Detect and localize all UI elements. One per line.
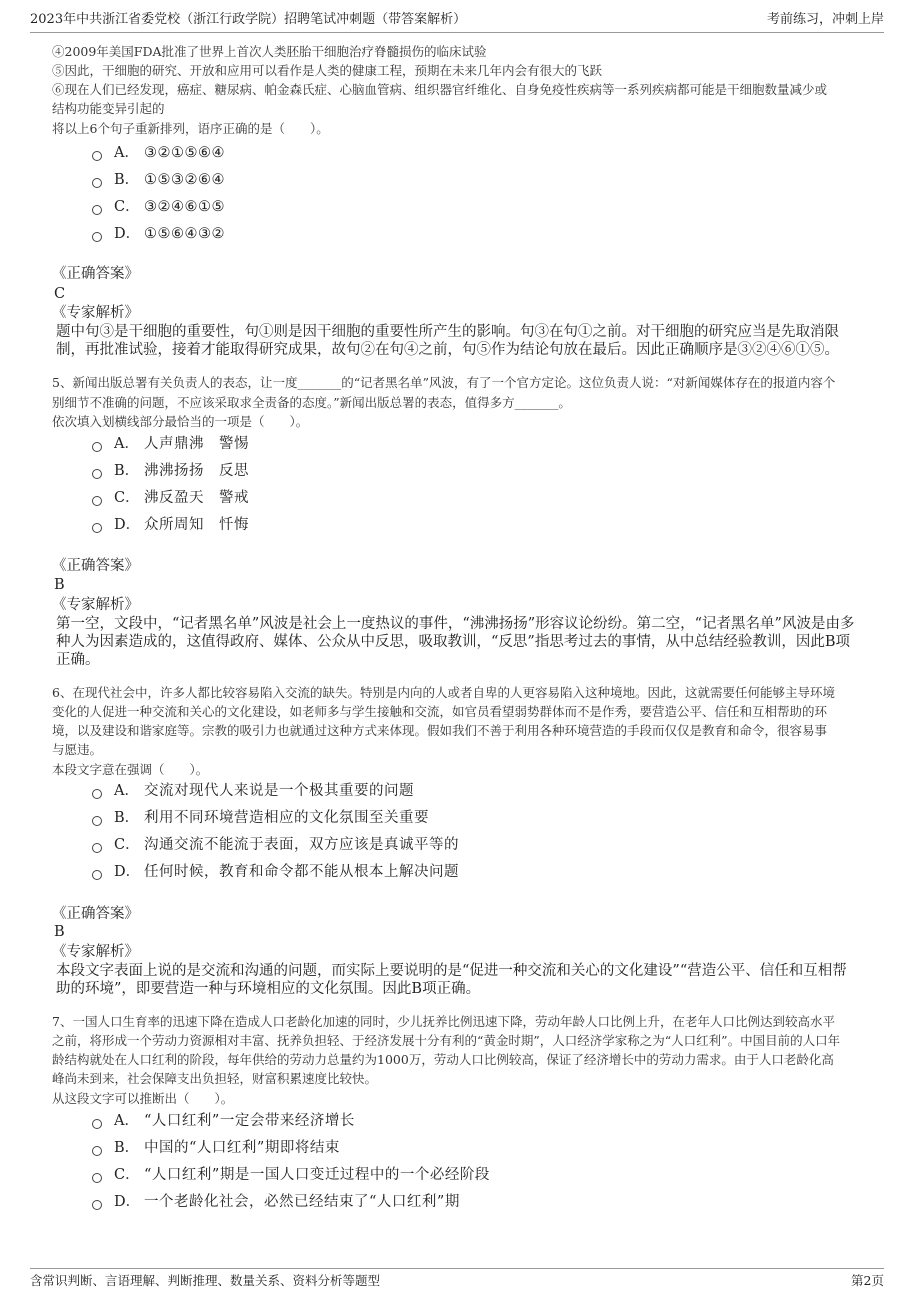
q7-option-d[interactable]: D． 一个老龄化社会，必然已经结束了“人口红利”期 [92, 1190, 460, 1214]
q4-option-a[interactable]: A． ③②①⑤⑥④ [92, 141, 225, 165]
q6-stem-cont: 变化的人促进一种交流和关心的文化建设，如老师多与学生接触和交流，如官员看望弱势群体而不是作秀，要营造公平、信任和互相帮助的环 [52, 704, 828, 719]
q6-answer-label: 《正确答案》 [52, 906, 139, 922]
q4-option-c[interactable]: C． ③②④⑥①⑤ [92, 195, 225, 219]
q6-option-d[interactable]: D． 任何时候，教育和命令都不能从根本上解决问题 [92, 860, 459, 884]
q5-option-d[interactable]: D． 众所周知 忏悔 [92, 513, 249, 537]
q7-stem-cont: 龄结构就处在人口红利的阶段，每年供给的劳动力总量约为1000万，劳动人口比例较高，保证了经济增长中的劳动力需求。由于人口老龄化高 [52, 1052, 834, 1067]
q5-answer: B [54, 577, 65, 593]
radio-button-icon[interactable] [92, 151, 102, 161]
q4-option-b[interactable]: B． ①⑤③②⑥④ [92, 168, 225, 192]
q4-answer: C [54, 286, 66, 302]
radio-button-icon[interactable] [92, 870, 102, 880]
radio-button-icon[interactable] [92, 496, 102, 506]
q5-option-b[interactable]: B． 沸沸扬扬 反思 [92, 459, 249, 483]
q7-option-b[interactable]: B． 中国的“人口红利”期即将结束 [92, 1136, 340, 1160]
radio-button-icon[interactable] [92, 1119, 102, 1129]
q7-stem: 7、一国人口生育率的迅速下降在造成人口老龄化加速的同时，少儿抚养比例迅速下降，劳动年龄人口比例上升，在老年人口比例达到较高水平 [52, 1014, 835, 1029]
q5-stem: 5、新闻出版总署有关负责人的表态，让一度_______的“记者黑名单”风波，有了一个官方定论。这位负责人说：“对新闻媒体存在的报道内容个 [52, 375, 836, 390]
q7-prompt: 从这段文字可以推断出（ ）。 [52, 1091, 234, 1106]
q5-option-c[interactable]: C． 沸反盈天 警戒 [92, 486, 249, 510]
q4-prompt: 将以上6个句子重新排列，语序正确的是（ ）。 [52, 121, 329, 136]
q6-option-c[interactable]: C． 沟通交流不能流于表面，双方应该是真诚平等的 [92, 833, 459, 857]
q6-stem-cont: 与愿违。 [52, 742, 103, 757]
radio-button-icon[interactable] [92, 469, 102, 479]
q6-analysis-line: 助的环境”，即要营造一种与环境相应的文化氛围。因此B项正确。 [56, 981, 481, 997]
q5-analysis-line: 种人为因素造成的，这值得政府、媒体、公众从中反思，吸取教训，“反思”指思考过去的事情，从中总结经验教训，因此B项 [56, 634, 850, 650]
q4-sentence-4: ④2009年美国FDA批准了世界上首次人类胚胎干细胞治疗脊髓损伤的临床试验 [52, 44, 487, 59]
q7-option-a[interactable]: A． “人口红利”一定会带来经济增长 [92, 1109, 355, 1133]
q5-analysis-line: 正确。 [56, 652, 100, 668]
radio-button-icon[interactable] [92, 1200, 102, 1210]
q5-option-a[interactable]: A． 人声鼎沸 警惕 [92, 432, 249, 456]
q5-analysis-line: 第一空，文段中，“记者黑名单”风波是社会上一度热议的事件，“沸沸扬扬”形容议论纷纷。第二空，“记者黑名单”风波是由多 [56, 616, 855, 632]
header-slogan: 考前练习，冲刺上岸 [766, 12, 884, 27]
page-number: 第2页 [851, 1273, 884, 1288]
q6-option-b[interactable]: B． 利用不同环境营造相应的文化氛围至关重要 [92, 806, 429, 830]
q4-analysis-line: 制，再批准试验，接着才能取得研究成果，故句②在句④之前，句⑤作为结论句放在最后。因此正确顺序是③②④⑥①⑤。 [56, 342, 839, 358]
q6-option-a[interactable]: A． 交流对现代人来说是一个极其重要的问题 [92, 779, 414, 803]
radio-button-icon[interactable] [92, 442, 102, 452]
q6-analysis-label: 《专家解析》 [52, 944, 139, 960]
radio-button-icon[interactable] [92, 816, 102, 826]
q7-stem-cont: 峰尚未到来，社会保障支出负担轻，财富积累速度比较快。 [52, 1071, 378, 1086]
q4-analysis-line: 题中句③是干细胞的重要性，句①则是因干细胞的重要性所产生的影响。句③在句①之前。对干细胞的研究应当是先取消限 [56, 324, 839, 340]
q4-option-d[interactable]: D． ①⑤⑥④③② [92, 222, 225, 246]
page-header [30, 10, 884, 33]
radio-button-icon[interactable] [92, 205, 102, 215]
q4-answer-label: 《正确答案》 [52, 266, 139, 282]
radio-button-icon[interactable] [92, 1173, 102, 1183]
radio-button-icon[interactable] [92, 789, 102, 799]
q5-prompt: 依次填入划横线部分最恰当的一项是（ ）。 [52, 414, 309, 429]
q6-stem: 6、在现代社会中，许多人都比较容易陷入交流的缺失。特别是内向的人或者自卑的人更容易陷入这种境地。因此，这就需要任何能够主导环境 [52, 685, 835, 700]
radio-button-icon[interactable] [92, 1146, 102, 1156]
q7-stem-cont: 之前，将形成一个劳动力资源相对丰富、抚养负担轻、于经济发展十分有利的“黄金时期”，人口经济学家称之为“人口红利”。中国目前的人口年 [52, 1033, 841, 1048]
q5-answer-label: 《正确答案》 [52, 558, 139, 574]
q5-stem-cont: 别细节不准确的问题，不应该采取求全责备的态度。”新闻出版总署的表态，值得多方_______。 [52, 395, 571, 410]
q6-prompt: 本段文字意在强调（ ）。 [52, 762, 209, 777]
q6-analysis-line: 本段文字表面上说的是交流和沟通的问题，而实际上要说明的是“促进一种交流和关心的文化建设”“营造公平、信任和互相帮 [56, 963, 847, 979]
q7-option-c[interactable]: C． “人口红利”期是一国人口变迁过程中的一个必经阶段 [92, 1163, 490, 1187]
q4-sentence-5: ⑤因此，干细胞的研究、开放和应用可以看作是人类的健康工程，预期在未来几年内会有很大的飞跃 [52, 63, 603, 78]
q5-analysis-label: 《专家解析》 [52, 597, 139, 613]
footer-categories: 含常识判断、言语理解、判断推理、数量关系、资料分析等题型 [30, 1273, 381, 1288]
q6-answer: B [54, 924, 65, 940]
page-footer [30, 1268, 884, 1291]
radio-button-icon[interactable] [92, 843, 102, 853]
radio-button-icon[interactable] [92, 232, 102, 242]
q4-sentence-6-cont: 结构功能变异引起的 [52, 101, 165, 116]
radio-button-icon[interactable] [92, 523, 102, 533]
q4-sentence-6: ⑥现在人们已经发现，癌症、糖尿病、帕金森氏症、心脑血管病、组织器官纤维化、自身免疫性疾病等一系列疾病都可能是干细胞数量减少或 [52, 82, 828, 97]
q4-analysis-label: 《专家解析》 [52, 305, 139, 321]
radio-button-icon[interactable] [92, 178, 102, 188]
q6-stem-cont: 境，以及建设和谐家庭等。宗教的吸引力也就通过这种方式来体现。假如我们不善于利用各种环境营造的手段而仅仅是教育和命令，很容易事 [52, 723, 828, 738]
document-title: 2023年中共浙江省委党校（浙江行政学院）招聘笔试冲刺题（带答案解析） [30, 12, 467, 27]
